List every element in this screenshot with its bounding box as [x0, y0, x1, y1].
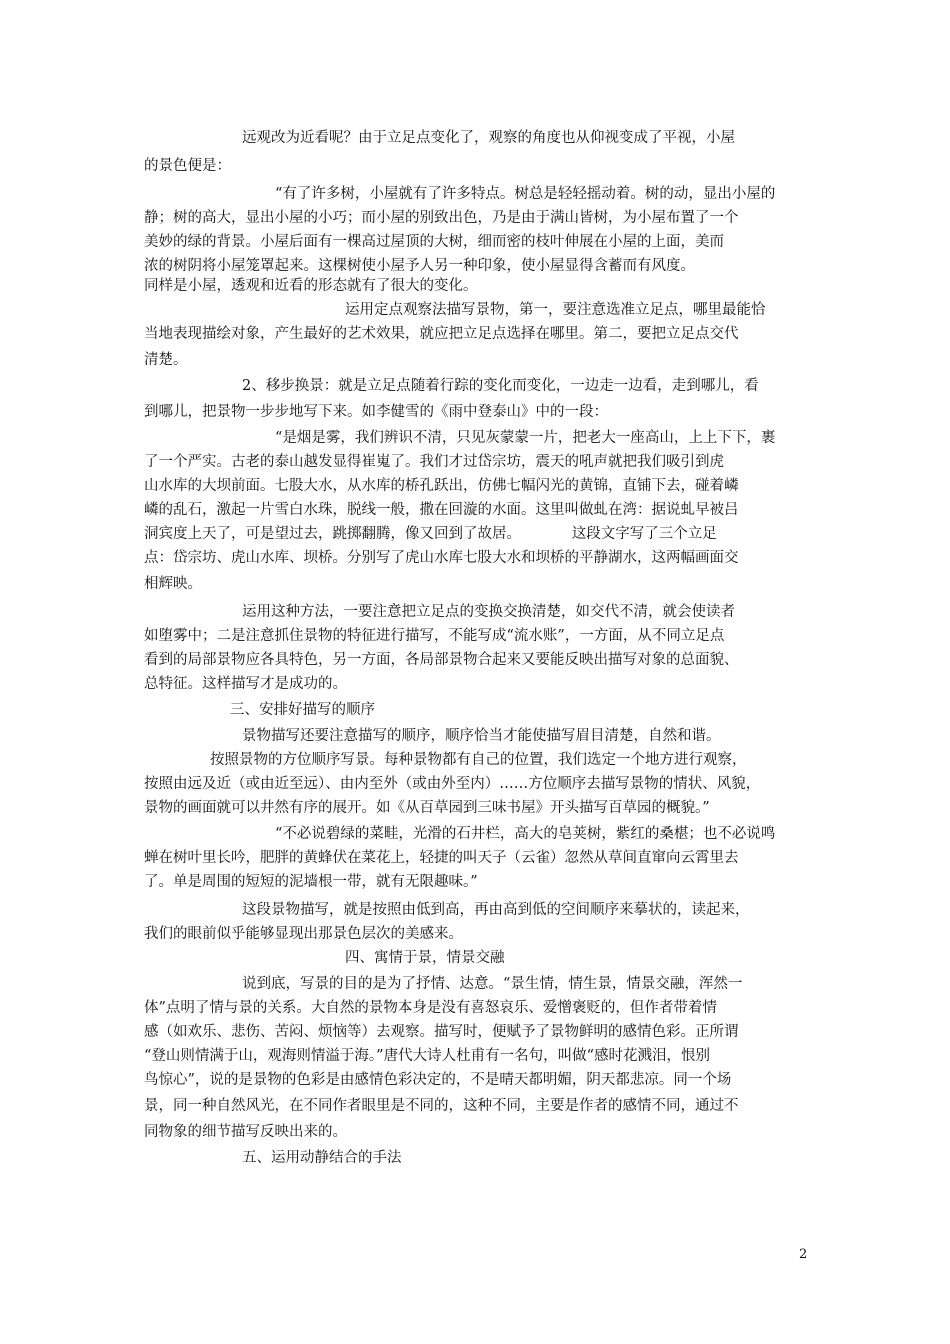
text-line: 美妙的绿的背景。小屋后面有一棵高过屋顶的大树，细而密的枝叶伸展在小屋的上面，美而	[144, 234, 724, 250]
text-line: 说到底，写景的目的是为了抒情、达意。“景生情，情生景，情景交融，浑然一	[242, 976, 743, 992]
text-line: 运用定点观察法描写景物，第一，要注意选准立足点，哪里最能恰	[345, 302, 766, 318]
text-line: 蝉在树叶里长吟，肥胖的黄蜂伏在菜花上，轻捷的叫天子（云雀）忽然从草间直窜向云霄里去	[144, 850, 739, 866]
text-line: 2、移步换景：就是立足点随着行踪的变化而变化，一边走一边看，走到哪儿，看	[242, 378, 759, 394]
text-line: 按照由远及近（或由近至远）、由内至外（或由外至内）……方位顺序去描写景物的情状、风貌，	[144, 776, 761, 792]
text-line: 浓的树阴将小屋笼罩起来。这棵树使小屋予人另一种印象，使小屋显得含蓄而有风度。	[144, 258, 695, 274]
text-line: 景物描写还要注意描写的顺序，顺序恰当才能使描写眉目清楚，自然和谐。	[242, 728, 721, 744]
text-line: 点：岱宗坊、虎山水库、坝桥。分别写了虎山水库七股大水和坝桥的平静湖水，这两幅画面交	[144, 550, 739, 566]
text-line: 按照景物的方位顺序写景。每种景物都有自己的位置，我们选定一个地方进行观察，	[210, 752, 747, 768]
section-heading: 五、运用动静结合的手法	[242, 1150, 402, 1166]
page-number: 2	[799, 1247, 808, 1262]
text-line: 如堕雾中；二是注意抓住景物的特征进行描写，不能写成“流水账”，一方面，从不同立足点	[144, 628, 725, 644]
text-line: 洞宾度上天了，可是望过去，跳掷翻腾，像又回到了故居。 这段文字写了三个立足	[144, 526, 717, 542]
text-line: 相辉映。	[144, 576, 202, 592]
text-line: 的景色便是：	[144, 158, 231, 174]
text-line: 体”点明了情与景的关系。大自然的景物本身是没有喜怒哀乐、爱憎褒贬的，但作者带着情	[144, 1000, 717, 1016]
text-line: “不必说碧绿的菜畦，光滑的石井栏，高大的皂荚树，紫红的桑椹；也不必说鸣	[275, 826, 776, 842]
section-heading: 三、安排好描写的顺序	[230, 702, 375, 718]
text-line: “有了许多树，小屋就有了许多特点。树总是轻轻摇动着。树的动，显出小屋的	[275, 186, 776, 202]
text-line: 同样是小屋，透观和近看的形态就有了很大的变化。	[144, 278, 478, 294]
text-line: 这段景物描写，就是按照由低到高，再由高到低的空间顺序来摹状的，读起来，	[242, 902, 750, 918]
text-line: 了。单是周围的短短的泥墙根一带，就有无限趣味。”	[144, 874, 478, 890]
text-line: 鸟惊心”，说的是景物的色彩是由感情色彩决定的，不是晴天都明媚，阴天都悲凉。同一个场	[144, 1072, 732, 1088]
text-line: 感（如欢乐、悲伤、苦闷、烦恼等）去观察。描写时，便赋予了景物鲜明的感情色彩。正所谓	[144, 1024, 739, 1040]
text-line: 景物的画面就可以井然有序的展开。如《从百草园到三味书屋》开头描写百草园的概貌。”	[144, 800, 710, 816]
text-line: 运用这种方法，一要注意把立足点的变换交换清楚，如交代不清，就会使读者	[242, 604, 735, 620]
text-line: 了一个严实。古老的泰山越发显得崔嵬了。我们才过岱宗坊，震天的吼声就把我们吸引到虎	[144, 454, 724, 470]
text-line: 山水库的大坝前面。七股大水，从水库的桥孔跃出，仿佛七幅闪光的黄锦，直铺下去，碰着嶙	[144, 478, 739, 494]
text-line: 景，同一种自然风光，在不同作者眼里是不同的，这种不同，主要是作者的感情不同，通过不	[144, 1098, 739, 1114]
text-line: 清楚。	[144, 352, 188, 368]
text-line: “登山则情满于山，观海则情溢于海。”唐代大诗人杜甫有一名句，叫做“感时花溅泪，恨别	[144, 1048, 710, 1064]
text-line: “是烟是雾，我们辨识不清，只见灰蒙蒙一片，把老大一座高山，上上下下，裹	[275, 430, 776, 446]
text-line: 到哪儿，把景物一步步地写下来。如李健雪的《雨中登泰山》中的一段：	[144, 404, 608, 420]
text-line: 静；树的高大，显出小屋的小巧；而小屋的别致出色，乃是由于满山皆树，为小屋布置了一个	[144, 210, 739, 226]
section-heading: 四、寓情于景，情景交融	[345, 950, 505, 966]
text-line: 远观改为近看呢？由于立足点变化了，观察的角度也从仰视变成了平视，小屋	[242, 130, 735, 146]
text-line: 总特征。这样描写才是成功的。	[144, 676, 347, 692]
text-line: 我们的眼前似乎能够显现出那景色层次的美感来。	[144, 926, 463, 942]
text-line: 嶙的乱石，激起一片雪白水珠，脱线一般，撒在回漩的水面。这里叫做虬在湾：据说虬早被吕	[144, 502, 739, 518]
text-line: 同物象的细节描写反映出来的。	[144, 1124, 347, 1140]
text-line: 当地表现描绘对象，产生最好的艺术效果，就应把立足点选择在哪里。第二，要把立足点交代	[144, 326, 739, 342]
text-line: 看到的局部景物应各具特色，另一方面，各局部景物合起来又要能反映出描写对象的总面貌、	[144, 652, 739, 668]
